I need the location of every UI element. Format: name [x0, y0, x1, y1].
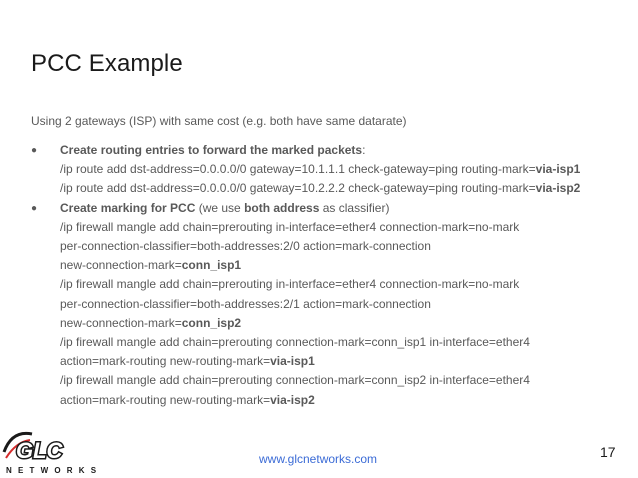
bullet-dot: ●: [31, 202, 38, 214]
slide-title: PCC Example: [31, 50, 183, 77]
svg-text:GLC: GLC: [16, 438, 63, 463]
intro-text: Using 2 gateways (ISP) with same cost (e.g. both have same datarate): [31, 114, 407, 128]
mangle-line: action=mark-routing new-routing-mark=via-isp1: [60, 354, 315, 369]
mangle-line: new-connection-mark=conn_isp2: [60, 315, 242, 330]
bullet-heading: Create marking for PCC (we use both address as classifier): [60, 200, 390, 215]
mangle-line: per-connection-classifier=both-addresses:2/0 action=mark-connection: [60, 239, 431, 254]
mangle-line: /ip firewall mangle add chain=prerouting in-interface=ether4 connection-mark=no-mark: [60, 219, 520, 234]
logo-networks-text: NETWORKS: [6, 466, 103, 475]
bullet-heading: Create routing entries to forward the marked packets:: [60, 143, 366, 157]
route-line-2: /ip route add dst-address=0.0.0.0/0 gateway=10.2.2.2 check-gateway=ping routing-mark=via-isp2: [60, 181, 581, 196]
mangle-line: /ip firewall mangle add chain=prerouting connection-mark=conn_isp2 in-interface=ether4: [60, 373, 530, 388]
page-number: 17: [600, 444, 616, 460]
mangle-line: action=mark-routing new-routing-mark=via-isp2: [60, 392, 315, 407]
mangle-line: /ip firewall mangle add chain=prerouting in-interface=ether4 connection-mark=no-mark: [60, 277, 520, 292]
bullet-routing: [31, 141, 631, 199]
mangle-line: /ip firewall mangle add chain=prerouting connection-mark=conn_isp1 in-interface=ether4: [60, 335, 530, 350]
bullet-marking: [31, 199, 631, 410]
bullet-list: [31, 141, 631, 410]
mangle-line: new-connection-mark=conn_isp1: [60, 258, 242, 273]
website-link[interactable]: www.glcnetworks.com: [259, 452, 378, 466]
bullet-dot: ●: [31, 145, 38, 156]
route-line-1: /ip route add dst-address=0.0.0.0/0 gateway=10.1.1.1 check-gateway=ping routing-mark=via-isp1: [60, 162, 581, 177]
mangle-line: per-connection-classifier=both-addresses:2/1 action=mark-connection: [60, 296, 431, 311]
